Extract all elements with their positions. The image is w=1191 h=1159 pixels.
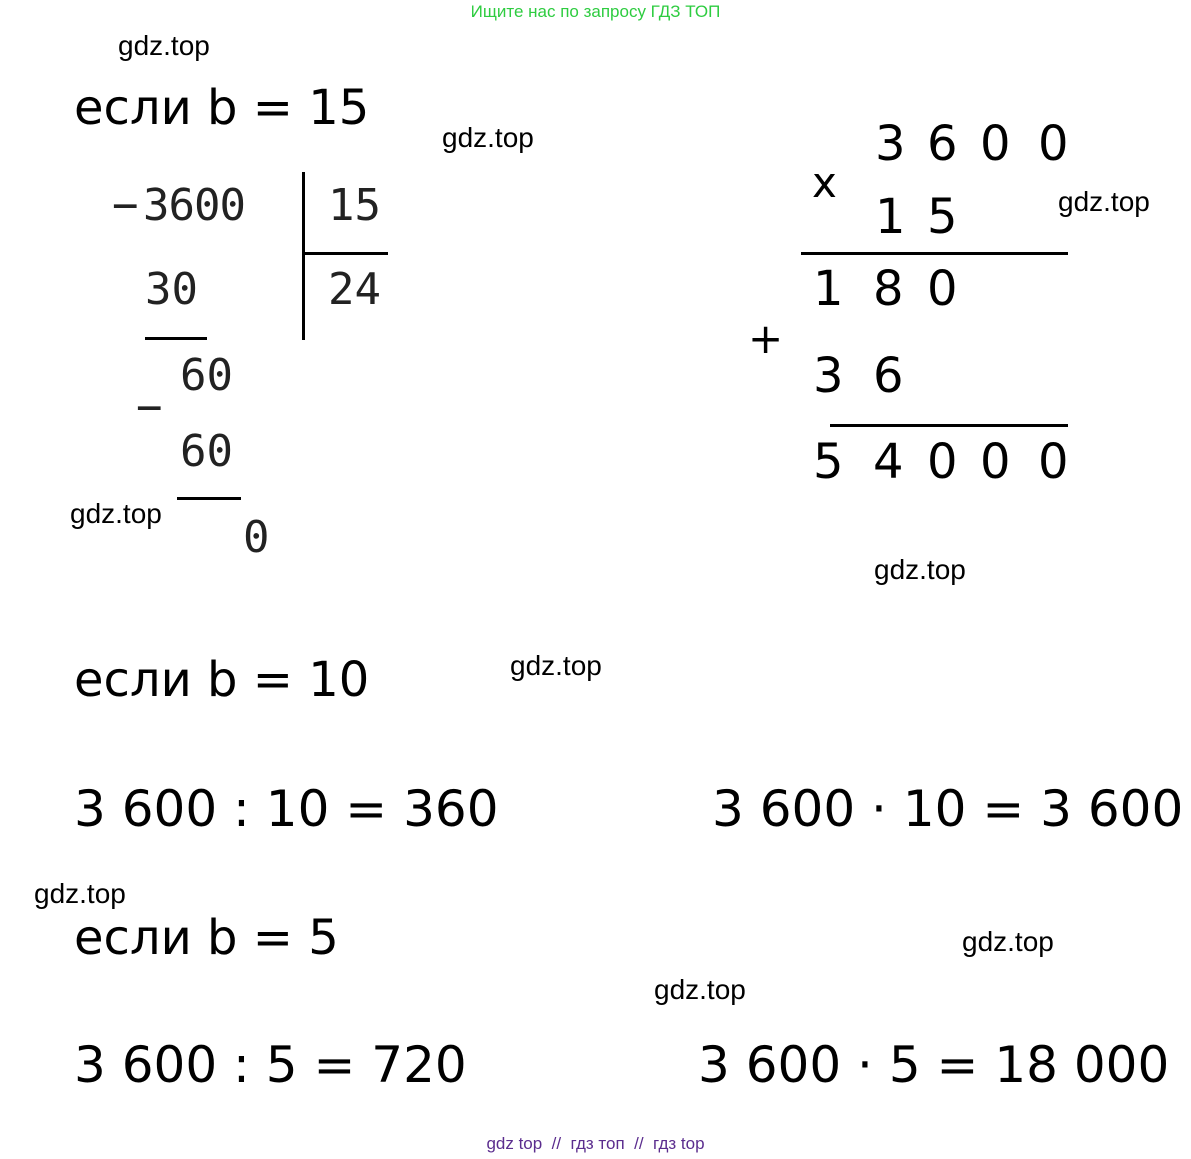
division-quotient: 24 xyxy=(328,264,381,315)
mult-result-digit: 5 xyxy=(813,434,844,490)
division-subtrahend-1: 30 xyxy=(145,264,198,315)
equation-multiplication-b10: 3 600 · 10 = 3 600 xyxy=(712,780,1184,838)
division-remainder-1: 60 xyxy=(180,350,233,401)
mult-result-digit: 0 xyxy=(927,434,958,490)
banner-text: Ищите нас по запросу ГДЗ ТОП xyxy=(470,2,721,21)
mult-bottom-digit: 5 xyxy=(927,189,958,245)
division-rule-2 xyxy=(177,497,241,500)
mult-result-digit: 0 xyxy=(1038,434,1069,490)
watermark: gdz.top xyxy=(874,554,966,585)
footer-text: gdz top // гдз топ // гдз top xyxy=(486,1134,705,1153)
watermark: gdz.top xyxy=(654,974,746,1005)
mult-top-digit: 0 xyxy=(1038,116,1069,172)
equation-division-b10: 3 600 : 10 = 360 xyxy=(74,780,499,838)
mult-partial1-digit: 0 xyxy=(927,261,958,317)
mult-rule-2 xyxy=(830,424,1068,427)
watermark: gdz.top xyxy=(34,878,126,909)
division-remainder-final: 0 xyxy=(243,512,270,563)
heading-b5: если b = 5 xyxy=(74,910,339,966)
division-divisor: 15 xyxy=(328,180,381,231)
watermark: gdz.top xyxy=(1058,186,1150,217)
watermark: gdz.top xyxy=(70,498,162,529)
watermark: gdz.top xyxy=(510,650,602,681)
mult-sign: x xyxy=(812,158,837,207)
division-rule-1 xyxy=(145,337,207,340)
division-divisor-line xyxy=(304,252,388,255)
mult-top-digit: 0 xyxy=(980,116,1011,172)
watermark: gdz.top xyxy=(962,926,1054,957)
mult-result-digit: 4 xyxy=(873,434,904,490)
mult-partial1-digit: 1 xyxy=(813,261,844,317)
mult-plus-sign: + xyxy=(748,314,784,363)
equation-multiplication-b5: 3 600 · 5 = 18 000 xyxy=(698,1036,1170,1094)
mult-rule-1 xyxy=(801,252,1068,255)
mult-partial2-digit: 6 xyxy=(873,348,904,404)
division-vertical-bar xyxy=(302,172,305,340)
division-minus-sign: − xyxy=(112,180,139,231)
mult-top-digit: 6 xyxy=(927,116,958,172)
heading-b10: если b = 10 xyxy=(74,652,370,708)
mult-partial1-digit: 8 xyxy=(873,261,904,317)
equation-division-b5: 3 600 : 5 = 720 xyxy=(74,1036,467,1094)
heading-b15: если b = 15 xyxy=(74,80,370,136)
watermark: gdz.top xyxy=(118,30,210,61)
watermark: gdz.top xyxy=(442,122,534,153)
division-minus-sign-2: − xyxy=(136,382,163,433)
mult-result-digit: 0 xyxy=(980,434,1011,490)
mult-bottom-digit: 1 xyxy=(875,189,906,245)
division-dividend: 3600 xyxy=(143,180,245,231)
mult-top-digit: 3 xyxy=(875,116,906,172)
division-subtrahend-2: 60 xyxy=(180,426,233,477)
mult-partial2-digit: 3 xyxy=(813,348,844,404)
